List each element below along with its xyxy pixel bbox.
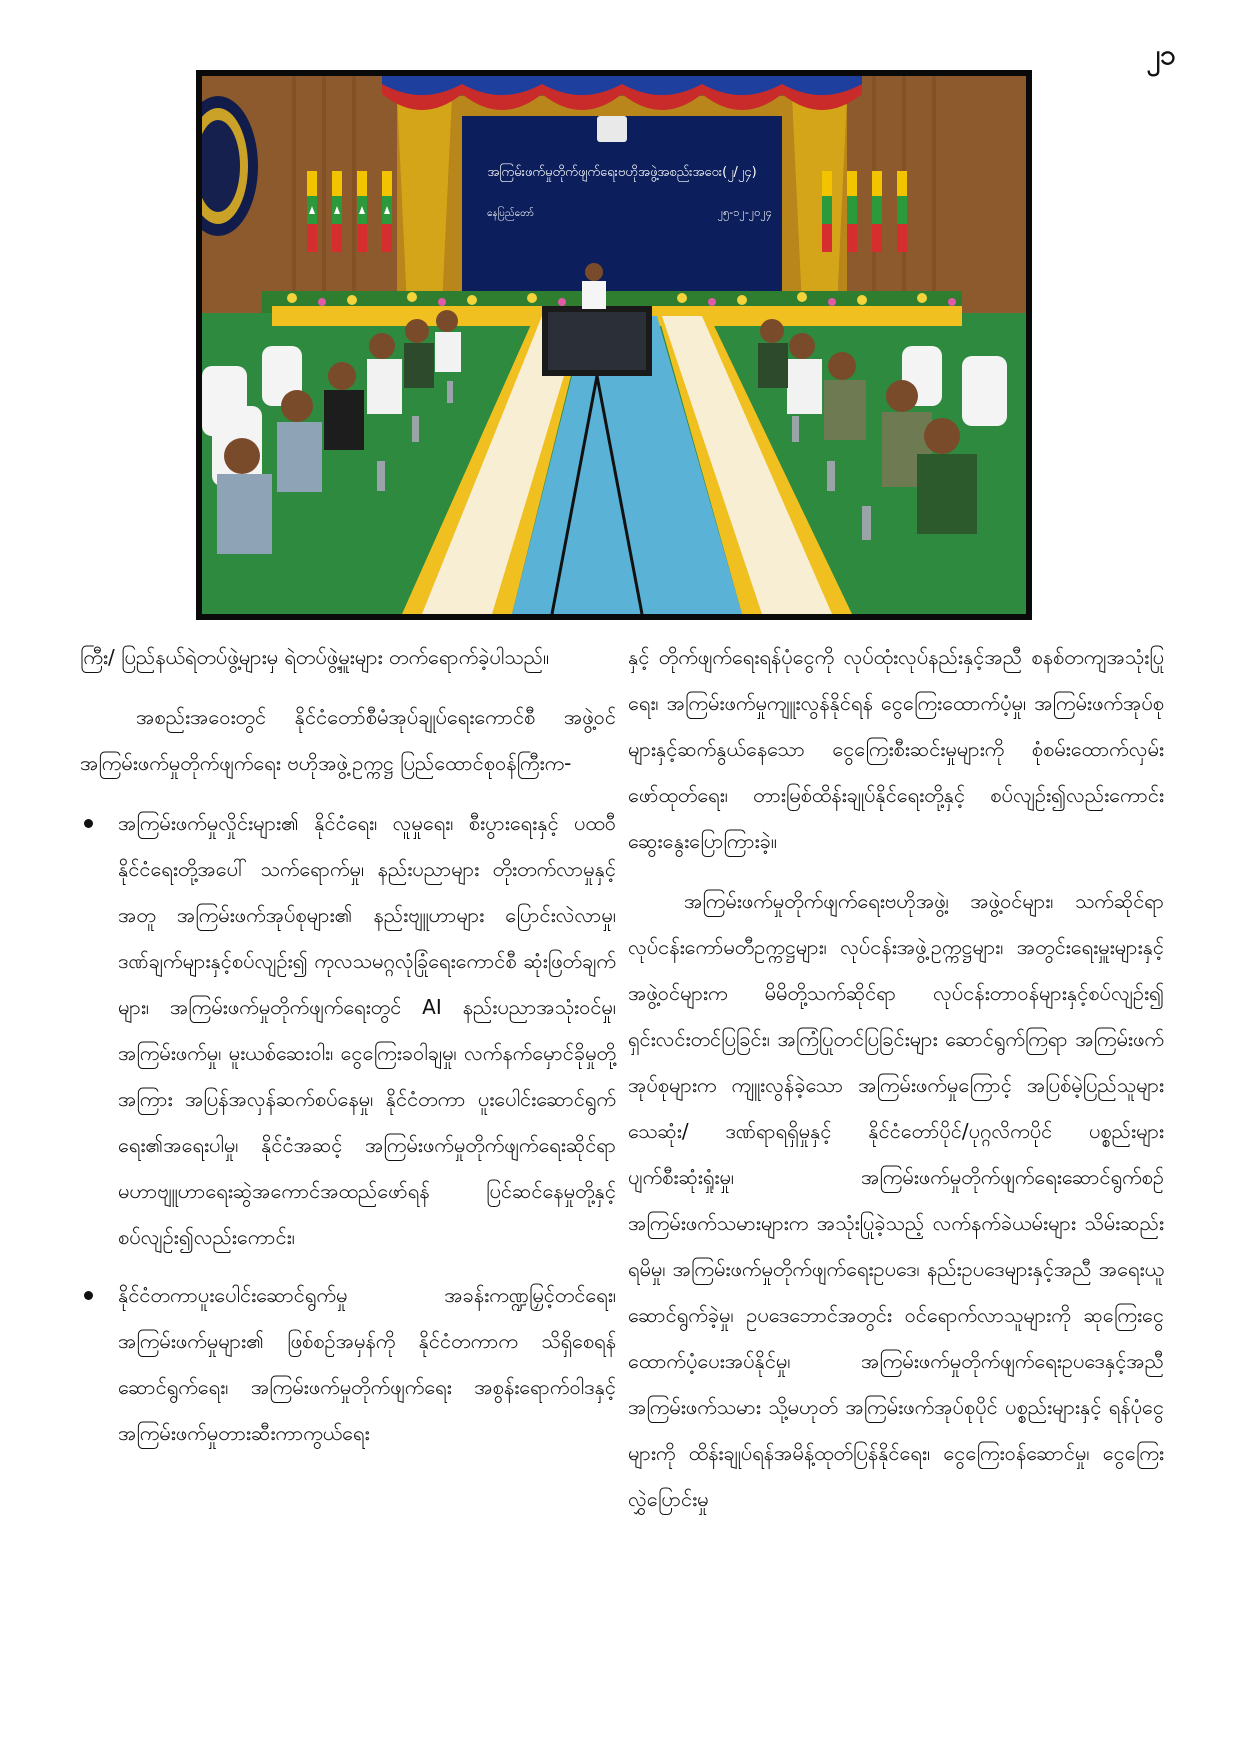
list-item — [80, 1272, 616, 1456]
banner-title: အကြမ်းဖက်မှုတိုက်ဖျက်ရေးဗဟိုအဖွဲ့အစည်းအဝေး(၂/၂၄) — [487, 165, 757, 180]
meeting-photo — [196, 70, 1032, 620]
bullet-icon — [84, 819, 93, 828]
list-item — [80, 800, 616, 1260]
page-number: ၂၁ — [1146, 38, 1176, 71]
left-paragraph-1: ကြီး/ ပြည်နယ်ရဲတပ်ဖွဲ့များမှ ရဲတပ်ဖွဲ့မှူးများ တက်ရောက်ခဲ့ပါသည်။ — [80, 645, 549, 669]
bullet-text: အကြမ်းဖက်မှုလှိုင်းများ၏ နိုင်ငံရေး၊ လူမှုရေး၊ စီးပွားရေးနှင့် ပထဝီနိုင်ငံရေးတို့အပေါ် သက်ရောက်မှု၊ နည်းပညာများ တိုးတက်လာမှုနှင့်အတူ အကြမ်းဖက်အုပ်စုများ၏ နည်းဗျူဟာများ ပြောင်းလဲလာမှု၊ ဒဏ်ချက်များနှင့်စပ်လျဉ်း၍ ကုလသမဂ္ဂလုံခြုံရေးကောင်စီ ဆုံးဖြတ်ချက်များ၊ အကြမ်းဖက်မှုတိုက်ဖျက်ရေးတွင် AI နည်းပညာအသုံးဝင်မှု၊ အကြမ်းဖက်မှု၊ မူးယစ်ဆေးဝါး၊ ငွေကြေးခဝါချမှု၊ လက်နက်မှောင်ခိုမှုတို့အကြား အပြန်အလှန်ဆက်စပ်နေမှု၊ နိုင်ငံတကာ ပူးပေါင်းဆောင်ရွက်ရေး၏အရေးပါမှု၊ နိုင်ငံအဆင့် အကြမ်းဖက်မှုတိုက်ဖျက်ရေးဆိုင်ရာ မဟာဗျူဟာရေးဆွဲအကောင်အထည်ဖော်ရန် ပြင်ဆင်နေမှုတို့နှင့်စပ်လျဉ်း၍လည်းကောင်း၊ — [118, 811, 616, 1249]
left-column — [80, 634, 616, 1468]
banner-location: နေပြည်တော် — [487, 208, 534, 219]
right-paragraph-2: အကြမ်းဖက်မှုတိုက်ဖျက်ရေးဗဟိုအဖွဲ့၊ အဖွဲ့ဝင်များ၊ သက်ဆိုင်ရာလုပ်ငန်းကော်မတီဥက္ကဋ္ဌများ၊ လုပ်ငန်းအဖွဲ့ဥက္ကဋ္ဌများ၊ အတွင်းရေးမှူးများနှင့် အဖွဲ့ဝင်များက မိမိတို့သက်ဆိုင်ရာ လုပ်ငန်းတာဝန်များနှင့်စပ်လျဉ်း၍ ရှင်းလင်းတင်ပြခြင်း၊ အကြံပြုတင်ပြခြင်းများ ဆောင်ရွက်ကြရာ အကြမ်းဖက်အုပ်စုများက ကျူးလွန်ခဲ့သော အကြမ်းဖက်မှုကြောင့် အပြစ်မဲ့ပြည်သူများ သေဆုံး/ ဒဏ်ရာရရှိမှုနှင့် နိုင်ငံတော်ပိုင်/ပုဂ္ဂလိကပိုင် ပစ္စည်းများ ပျက်စီးဆုံးရှုံးမှု၊ အကြမ်းဖက်မှုတိုက်ဖျက်ရေးဆောင်ရွက်စဉ် အကြမ်းဖက်သမားများက အသုံးပြုခဲ့သည့် လက်နက်ခဲယမ်းများ သိမ်းဆည်းရမိမှု၊ အကြမ်းဖက်မှုတိုက်ဖျက်ရေးဥပဒေ၊ နည်းဥပဒေများနှင့်အညီ အရေးယူဆောင်ရွက်ခဲ့မှု၊ ဥပဒေဘောင်အတွင်း ဝင်ရောက်လာသူများကို ဆုကြေးငွေ ထောက်ပံ့ပေးအပ်နိုင်မှု၊ အကြမ်းဖက်မှုတိုက်ဖျက်ရေးဥပဒေနှင့်အညီ အကြမ်းဖက်သမား သို့မဟုတ် အကြမ်းဖက်အုပ်စုပိုင် ပစ္စည်းများနှင့် ရန်ပုံငွေများကို ထိန်းချုပ်ရန်အမိန့်ထုတ်ပြန်နိုင်ရေး၊ ငွေကြေးဝန်ဆောင်မှု၊ ငွေကြေးလွှဲပြောင်းမှု — [628, 889, 1164, 1511]
bullet-text: နိုင်ငံတကာပူးပေါင်းဆောင်ရွက်မှု အခန်းကဏ္ဍမြှင့်တင်ရေး၊ အကြမ်းဖက်မှုများ၏ ဖြစ်စဉ်အမှန်ကို နိုင်ငံတကာက သိရှိစေရန်ဆောင်ရွက်ရေး၊ အကြမ်းဖက်မှုတိုက်ဖျက်ရေး အစွန်းရောက်ဝါဒနှင့် အကြမ်းဖက်မှုတားဆီးကာကွယ်ရေး — [118, 1283, 616, 1445]
right-column — [628, 634, 1164, 1536]
banner-date: ၂၅-၁၂-၂၀၂၄ — [717, 206, 772, 219]
right-paragraph-1: နှင့် တိုက်ဖျက်ရေးရန်ပုံငွေကို လုပ်ထုံးလုပ်နည်းနှင့်အညီ စနစ်တကျအသုံးပြုရေး၊ အကြမ်းဖက်မှုကျူးလွန်နိုင်ရန် ငွေကြေးထောက်ပံ့မှု၊ အကြမ်းဖက်အုပ်စုများနှင့်ဆက်နွယ်နေသော ငွေကြေးစီးဆင်းမှုများကို စုံစမ်းထောက်လှမ်းဖော်ထုတ်ရေး၊ တားမြစ်ထိန်းချုပ်နိုင်ရေးတို့နှင့် စပ်လျဉ်း၍လည်းကောင်း ဆွေးနွေးပြောကြားခဲ့။ — [628, 645, 1164, 853]
bullet-list — [80, 800, 616, 1456]
meeting-photo-illustration — [202, 76, 1026, 614]
left-paragraph-2: အစည်းအဝေးတွင် နိုင်ငံတော်စီမံအုပ်ချုပ်ရေးကောင်စီ အဖွဲ့ဝင် အကြမ်းဖက်မှုတိုက်ဖျက်ရေး ဗဟိုအဖွဲ့ဥက္ကဋ္ဌ ပြည်ထောင်စုဝန်ကြီးက- — [80, 705, 616, 775]
bullet-icon — [84, 1291, 93, 1300]
